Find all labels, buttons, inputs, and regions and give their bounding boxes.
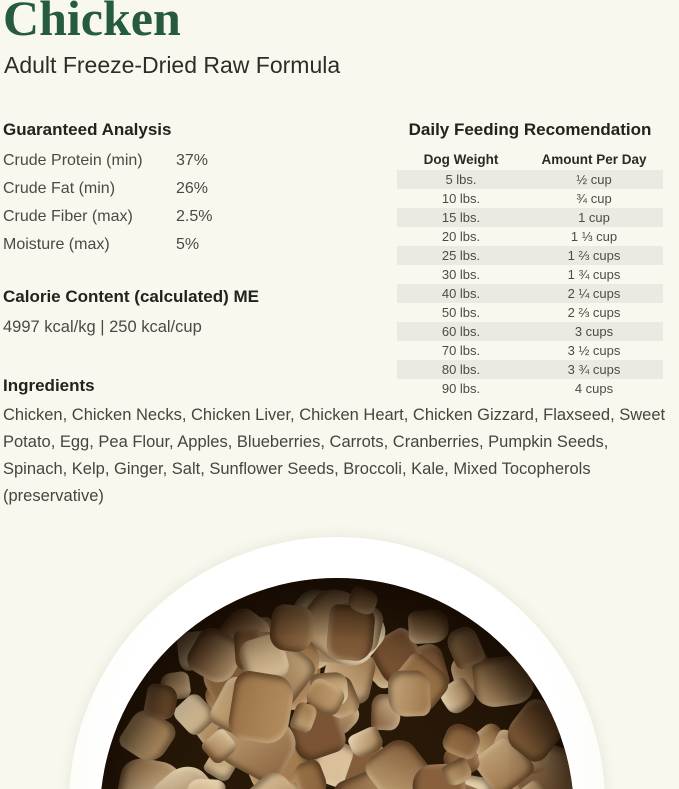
food-chunk [268, 603, 316, 654]
feeding-row [397, 379, 663, 398]
food-chunk [346, 585, 380, 617]
dog-weight-cell: 60 lbs. [441, 324, 481, 339]
food-chunk [267, 772, 307, 789]
food-chunk [268, 604, 340, 673]
guaranteed-analysis-table [3, 147, 273, 259]
food-chunk [448, 650, 497, 700]
food-chunk [135, 757, 229, 789]
food-chunk [226, 668, 296, 746]
analysis-value: 37% [176, 152, 209, 169]
food-chunk [233, 628, 264, 669]
dog-weight-cell: 70 lbs. [441, 343, 481, 358]
food-chunk [202, 750, 237, 784]
food-chunk [514, 776, 558, 789]
food-chunk [186, 777, 226, 789]
food-chunk [200, 657, 281, 733]
food-chunk [370, 693, 401, 730]
food-chunk [143, 682, 180, 721]
dog-weight-cell: 50 lbs. [441, 305, 481, 320]
food-chunk [237, 632, 293, 690]
food-chunk [310, 672, 349, 708]
daily-feeding-heading: Daily Feeding Recomendation [408, 120, 652, 139]
food-chunk [159, 671, 192, 701]
food-chunk [233, 617, 277, 662]
feeding-row [397, 322, 663, 341]
food-chunk [466, 719, 516, 769]
product-title: Chicken [3, 0, 181, 46]
dog-weight-cell: 15 lbs. [441, 210, 481, 225]
food-chunk [206, 672, 270, 740]
food-chunk [471, 732, 537, 789]
food-chunk [383, 784, 446, 789]
food-chunk [206, 696, 304, 788]
feeding-row [397, 284, 663, 303]
feeding-row [397, 360, 663, 379]
food-chunk [329, 764, 410, 789]
analysis-label: Crude Fiber (max) [3, 208, 133, 225]
amount-cell: 4 cups [574, 381, 614, 396]
analysis-row [3, 231, 273, 259]
analysis-value: 2.5% [176, 208, 213, 225]
food-chunk [202, 602, 278, 680]
amount-cell: 2 ¼ cups [567, 286, 621, 301]
dog-weight-cell: 80 lbs. [441, 362, 481, 377]
feeding-row [397, 246, 663, 265]
food-chunk [326, 599, 385, 656]
amount-cell: ½ cup [576, 172, 612, 187]
food-chunk [290, 757, 331, 789]
food-chunk [359, 732, 434, 789]
product-subtitle: Adult Freeze-Dried Raw Formula [4, 52, 341, 78]
analysis-label: Crude Fat (min) [3, 180, 116, 197]
food-chunk [439, 719, 484, 762]
food-chunk [421, 775, 490, 789]
amount-cell: 1 ¾ cups [567, 267, 621, 282]
daily-feeding-section [397, 120, 663, 398]
food-chunk [236, 730, 289, 780]
food-chunk [472, 654, 536, 710]
food-chunk [444, 624, 487, 671]
food-chunk [340, 605, 377, 638]
dog-weight-cell: 30 lbs. [441, 267, 481, 282]
analysis-label: Crude Protein (min) [3, 152, 143, 169]
food-chunk [256, 644, 323, 708]
food-bowl-photo [69, 537, 605, 789]
food-chunk [221, 664, 265, 698]
food-chunk [236, 766, 317, 789]
dog-weight-cell: 20 lbs. [441, 229, 481, 244]
feeding-row [397, 341, 663, 360]
amount-cell: 1 ⅔ cups [567, 248, 621, 263]
column-header-dog-weight: Dog Weight [423, 152, 499, 167]
analysis-row [3, 175, 273, 203]
food-chunk [245, 629, 307, 695]
feeding-row [397, 265, 663, 284]
calorie-content-heading: Calorie Content (calculated) ME [3, 287, 259, 306]
food-chunk [182, 623, 248, 689]
food-chunk [248, 703, 282, 737]
food-chunk [319, 646, 378, 706]
amount-cell: ¾ cup [576, 191, 612, 206]
feeding-table-header [397, 151, 663, 168]
food-chunk [490, 727, 527, 763]
food-chunk [408, 610, 450, 645]
food-chunk [411, 763, 467, 789]
food-chunk [243, 627, 324, 714]
food-chunk [436, 674, 479, 716]
food-chunk [238, 726, 314, 789]
food-chunk [199, 727, 239, 766]
amount-cell: 3 ¾ cups [567, 362, 621, 377]
food-chunk [319, 674, 363, 722]
food-chunk [318, 695, 364, 741]
column-header-amount-per-day: Amount Per Day [541, 152, 647, 167]
ingredients-heading: Ingredients [3, 376, 95, 395]
feeding-row [397, 227, 663, 246]
analysis-label: Moisture (max) [3, 236, 110, 253]
dog-weight-cell: 90 lbs. [441, 381, 481, 396]
food-chunk [478, 750, 516, 787]
amount-cell: 2 ⅔ cups [567, 305, 621, 320]
dog-weight-cell: 25 lbs. [441, 248, 481, 263]
food-chunk [503, 731, 541, 772]
food-chunk [387, 670, 431, 717]
food-chunk [477, 763, 530, 789]
dog-weight-cell: 40 lbs. [441, 286, 481, 301]
food-chunk [302, 675, 348, 719]
food-chunk [307, 735, 355, 789]
ingredients-text: Chicken, Chicken Necks, Chicken Liver, Chicken Heart, Chicken Gizzard, Flaxseed, Sweet Potato, Egg, Pea Flour, Apples, Blueberries, Carrots, Cranberries, Pumpkin Seeds, Spinach, Kelp, Ginger, Salt, Sunflower Seeds, Broccoli, Kale, Mixed Tocopherols (preservative) [3, 406, 666, 505]
food-chunk [440, 756, 474, 788]
food-chunk [291, 578, 394, 678]
food-chunks [100, 578, 574, 789]
food-chunk [387, 641, 454, 707]
guaranteed-analysis-heading: Guaranteed Analysis [3, 120, 172, 139]
amount-cell: 1 ⅓ cup [570, 229, 618, 244]
food-chunk [170, 690, 218, 738]
analysis-value: 26% [176, 180, 209, 197]
feeding-row [397, 170, 663, 189]
food-chunk [116, 704, 180, 768]
calorie-content-value: 4997 kcal/kg | 250 kcal/cup [3, 318, 202, 336]
food-chunk [228, 623, 321, 713]
food-chunk [175, 631, 210, 673]
food-chunk [502, 726, 553, 775]
food-chunk [451, 773, 496, 789]
food-chunk [440, 765, 471, 789]
food-chunk [440, 741, 481, 780]
amount-cell: 3 cups [574, 324, 614, 339]
food-chunk [346, 724, 386, 760]
feeding-table-body [397, 170, 663, 398]
food-chunk [366, 624, 432, 692]
amount-cell: 3 ½ cups [567, 343, 621, 358]
food-chunk [198, 649, 265, 719]
dog-weight-cell: 10 lbs. [441, 191, 481, 206]
food-chunk [509, 737, 574, 789]
analysis-row [3, 147, 273, 175]
food-chunk [285, 701, 349, 765]
food-chunk [114, 754, 184, 789]
food-chunk [289, 701, 319, 735]
amount-cell: 1 cup [578, 210, 610, 225]
analysis-row [3, 203, 273, 231]
food-chunk [360, 637, 416, 693]
feeding-row [397, 208, 663, 227]
food-chunk [287, 587, 354, 664]
analysis-value: 5% [176, 236, 200, 253]
food-chunk [325, 732, 410, 789]
food-chunk [190, 693, 270, 775]
food-chunk [236, 779, 292, 789]
food-chunk [325, 603, 375, 662]
feeding-row [397, 189, 663, 208]
food-chunk [500, 694, 572, 767]
food-chunk [389, 649, 455, 714]
feeding-row [397, 303, 663, 322]
dog-weight-cell: 5 lbs. [445, 172, 477, 187]
food-chunk [169, 777, 208, 789]
food-chunk [375, 640, 418, 683]
